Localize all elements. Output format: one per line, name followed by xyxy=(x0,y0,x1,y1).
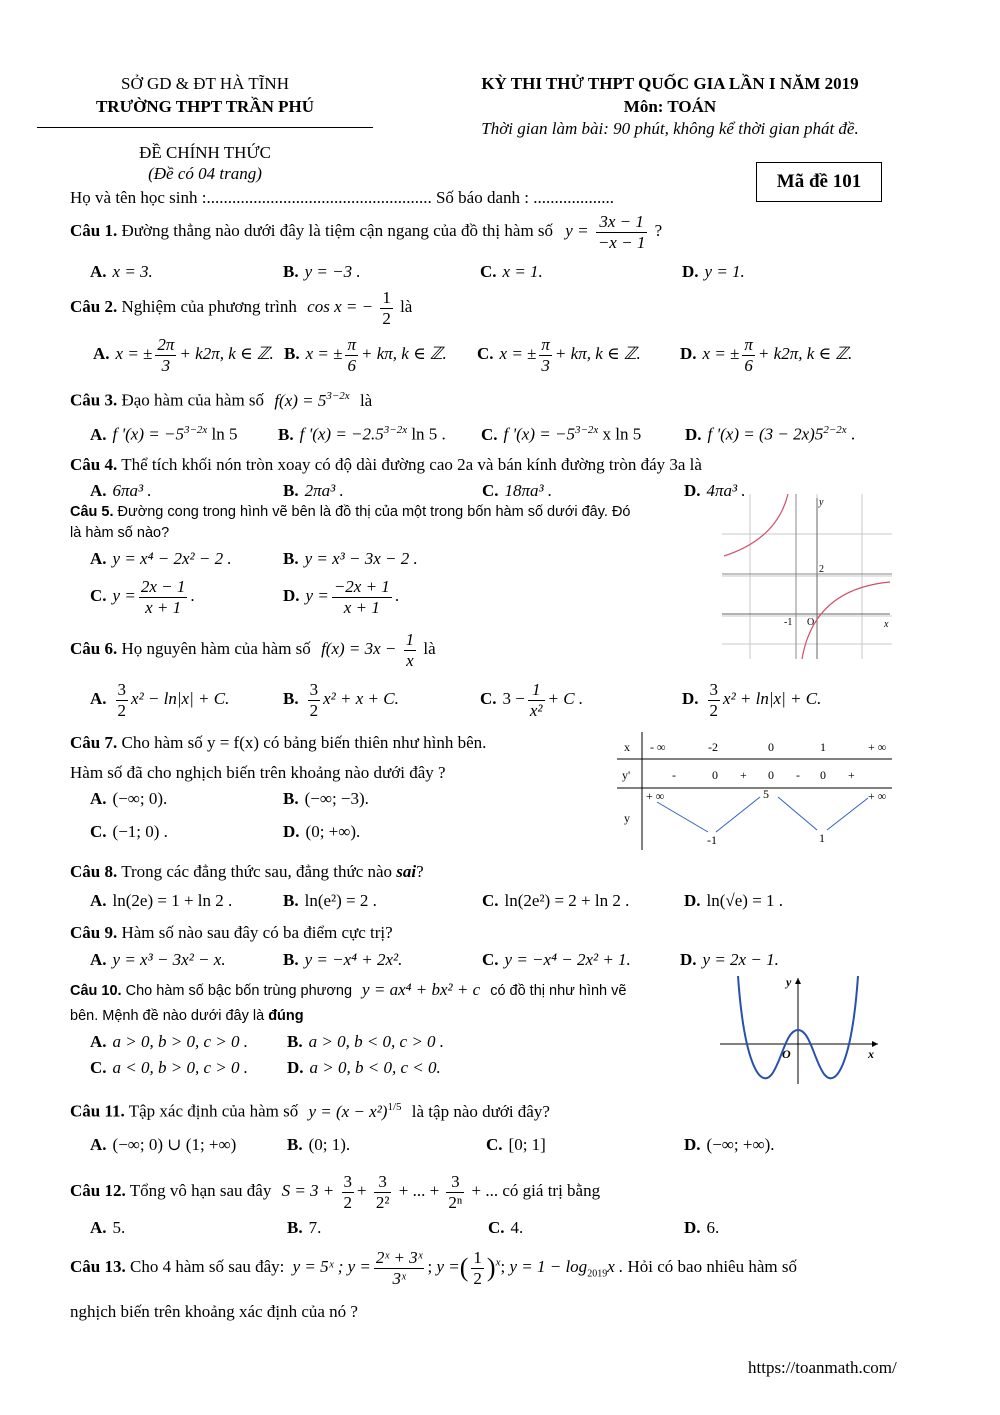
q1-option-c[interactable]: C. x = 1. xyxy=(480,262,543,281)
q1-fraction: $\frac{3x - 1}{-x - 1}$ xyxy=(597,212,646,252)
exam-time: Thời gian làm bài: 90 phút, không kể thời gian phát đề. xyxy=(481,119,859,138)
q7-y-3: 1 xyxy=(819,831,825,845)
q1-option-d[interactable]: D. y = 1. xyxy=(682,262,745,281)
q7-sign-1: 0 xyxy=(712,768,718,782)
question-4: Câu 4. Thể tích khối nón tròn xoay có độ dài đường cao 2a và bán kính đường tròn đáy 3a là xyxy=(70,455,702,474)
q7-x-3: 1 xyxy=(820,740,826,754)
question-5-line1: Câu 5. Đường cong trong hình vẽ bên là đồ thị của một trong bốn hàm số dưới đây. Đó xyxy=(70,504,631,520)
q7-sign-6: + xyxy=(848,768,855,782)
q7-y-0: + ∞ xyxy=(646,789,665,803)
q7-option-b[interactable]: B. (−∞; −3). xyxy=(283,789,369,808)
q10-origin: O xyxy=(782,1047,791,1061)
q3-option-c[interactable]: C. f '$(x) = -5^{3-2x}$ x ln 5 xyxy=(481,424,642,444)
q7-x-1: -2 xyxy=(708,740,718,754)
q7-sign-3: 0 xyxy=(768,768,774,782)
q9-option-d[interactable]: D. y = 2x − 1. xyxy=(680,950,779,969)
question-12: Câu 12. Tổng vô hạn sau đây S = 3 + $\frac{3}{2}$ + $\frac{3}{\text{2²}}$ + ... + $\frac{3}{\text{2ⁿ}}$ + ... có giá trị bằng xyxy=(70,1172,601,1212)
q7-x-2: 0 xyxy=(768,740,774,754)
q11-option-b[interactable]: B. (0; 1). xyxy=(287,1135,351,1154)
q5-y-label: y xyxy=(819,497,824,508)
q5-curve-left xyxy=(724,494,788,556)
q11-option-c[interactable]: C. [0; 1] xyxy=(486,1135,546,1154)
q4-option-b[interactable]: B. 2πa³ . xyxy=(283,481,344,500)
q7-x-4: + ∞ xyxy=(868,740,887,754)
q10-option-a[interactable]: A. a > 0, b > 0, c > 0 . xyxy=(90,1032,248,1051)
q12-option-a[interactable]: A. 5. xyxy=(90,1218,126,1237)
q10-option-d[interactable]: D. a > 0, b < 0, c < 0. xyxy=(287,1058,441,1077)
exam-code-box: Mã đề 101 xyxy=(756,162,882,202)
q7-y-2: 5 xyxy=(763,787,769,801)
q8-option-b[interactable]: B. ln(e²) = 2 . xyxy=(283,891,377,910)
q11-option-a[interactable]: A. (−∞; 0) ∪ (1; +∞) xyxy=(90,1135,237,1154)
question-10-line1: Câu 10. Cho hàm số bậc bốn trùng phương y = ax⁴ + bx² + c có đồ thị như hình vẽ xyxy=(70,980,627,999)
q12-option-d[interactable]: D. 6. xyxy=(684,1218,720,1237)
q7-option-d[interactable]: D. (0; +∞). xyxy=(283,822,361,841)
q5-tick-neg1: -1 xyxy=(784,617,793,628)
q10-x-label: x xyxy=(868,1047,874,1061)
q10-y-label: y xyxy=(786,975,792,989)
q1-option-a[interactable]: A. x = 3. xyxy=(90,262,153,281)
q6-option-d[interactable]: D. $\frac{3}{2}$ x² + ln|x| + C. xyxy=(682,680,822,720)
question-8: Câu 8. Trong các đẳng thức sau, đẳng thức nào sai? xyxy=(70,862,424,881)
q5-option-b[interactable]: B. y = x³ − 3x − 2 . xyxy=(283,549,418,568)
q1-option-b[interactable]: B. y = −3 . xyxy=(283,262,361,281)
q5-x-label: x xyxy=(884,619,889,630)
exam-subject: Môn: TOÁN xyxy=(623,97,717,116)
question-6: Câu 6. Họ nguyên hàm của hàm số f(x) = 3x − $\frac{1}{x}$ là xyxy=(70,630,436,670)
student-info-line: Họ và tên học sinh :..................................................... Số báo danh : ................... xyxy=(70,188,614,207)
q7-variation-table xyxy=(612,732,897,852)
q7-option-c[interactable]: C. (−1; 0) . xyxy=(90,822,168,841)
q3-option-b[interactable]: B. f '$(x) = -2.5^{3-2x}$ ln 5 . xyxy=(278,424,446,444)
q6-option-a[interactable]: A. $\frac{3}{2}$ x² − ln|x| + C. xyxy=(90,680,230,720)
q5-option-a[interactable]: A. y = x⁴ − 2x² − 2 . xyxy=(90,549,232,568)
q10-option-b[interactable]: B. a > 0, b < 0, c > 0 . xyxy=(287,1032,445,1051)
question-10-line2: bên. Mệnh đề nào dưới đây là đúng xyxy=(70,1008,304,1024)
q2-option-b[interactable]: B. x = ± $\frac{\pi}{6}$ + kπ, k ∈ ℤ. xyxy=(284,335,447,375)
q5-tick-2: 2 xyxy=(819,564,824,575)
header-divider xyxy=(37,127,373,128)
q4-option-c[interactable]: C. 18πa³ . xyxy=(482,481,553,500)
q5-graph xyxy=(722,494,902,664)
q7-sign-5: 0 xyxy=(820,768,826,782)
q2-option-c[interactable]: C. x = ± $\frac{\pi}{3}$ + kπ, k ∈ ℤ. xyxy=(477,335,641,375)
q8-option-c[interactable]: C. ln(2e²) = 2 + ln 2 . xyxy=(482,891,630,910)
q7-y-1: -1 xyxy=(707,833,717,847)
q5-origin: O xyxy=(807,617,815,628)
q12-option-c[interactable]: C. 4. xyxy=(488,1218,524,1237)
question-7-line1: Câu 7. Cho hàm số y = f(x) có bảng biến thiên như hình bên. xyxy=(70,733,487,752)
q3-option-d[interactable]: D. f '$(x) = (3 - 2x)5^{2-2x}$ . xyxy=(685,424,856,444)
footer-url[interactable]: https://toanmath.com/ xyxy=(748,1358,897,1377)
q2-option-a[interactable]: A. x = ± $\frac{2\pi}{3}$ + k2π, k ∈ ℤ. xyxy=(93,335,274,375)
q7-label-yprime: y' xyxy=(622,768,631,782)
q8-option-d[interactable]: D. ln(√e) = 1 . xyxy=(684,891,784,910)
header-school: TRƯỜNG THPT TRẦN PHÚ xyxy=(95,97,315,116)
q5-option-d[interactable]: D. y = $\frac{-2x + 1}{x + 1}$ . xyxy=(283,577,400,617)
q7-sign-4: - xyxy=(796,768,800,782)
official-label: ĐỀ CHÍNH THỨC xyxy=(139,143,271,162)
q9-option-a[interactable]: A. y = x³ − 3x² − x. xyxy=(90,950,226,969)
question-13-line1: Câu 13. Cho 4 hàm số sau đây: y = 5ˣ ; y = $\frac{\text{2ˣ + 3ˣ}}{\text{3ˣ}}$ ; y =( $\frac{1}{2}$ )$^x$; $y = 1 - \log_{2019}x$ . Hỏi có bao nhiêu hàm số xyxy=(70,1248,797,1288)
q6-option-c[interactable]: C. 3 − $\frac{1}{\text{x²}}$ + C . xyxy=(480,680,584,720)
q6-option-b[interactable]: B. $\frac{3}{2}$ x² + x + C. xyxy=(283,680,399,720)
question-5-line2: là hàm số nào? xyxy=(70,525,170,541)
q5-curve-right xyxy=(802,582,890,659)
q7-sign-2: + xyxy=(740,768,747,782)
question-1: Câu 1. Đường thẳng nào dưới đây là tiệm cận ngang của đồ thị hàm số y = $\frac{3x - 1}{-x - 1}$ ? xyxy=(70,212,663,252)
q4-option-a[interactable]: A. 6πa³ . xyxy=(90,481,152,500)
question-2: Câu 2. Nghiệm của phương trình cos x = − $\frac{1}{2}$ là xyxy=(70,288,413,328)
q9-option-c[interactable]: C. y = −x⁴ − 2x² + 1. xyxy=(482,950,631,969)
q10-option-c[interactable]: C. a < 0, b > 0, c > 0 . xyxy=(90,1058,248,1077)
question-3: Câu 3. Đạo hàm của hàm số $f(x) = 5^{3-2x}$ là xyxy=(70,390,373,410)
q12-option-b[interactable]: B. 7. xyxy=(287,1218,322,1237)
q7-y-4: + ∞ xyxy=(868,789,887,803)
q7-option-a[interactable]: A. (−∞; 0). xyxy=(90,789,168,808)
q8-option-a[interactable]: A. ln(2e) = 1 + ln 2 . xyxy=(90,891,233,910)
page-count: (Đề có 04 trang) xyxy=(148,164,262,183)
q9-option-b[interactable]: B. y = −x⁴ + 2x². xyxy=(283,950,403,969)
question-7-line2: Hàm số đã cho nghịch biến trên khoảng nào dưới đây ? xyxy=(70,763,446,782)
question-9: Câu 9. Hàm số nào sau đây có ba điểm cực trị? xyxy=(70,923,393,942)
q7-label-y: y xyxy=(624,811,630,825)
q7-x-0: - ∞ xyxy=(650,740,666,754)
q5-option-c[interactable]: C. y = $\frac{2x - 1}{x + 1}$ . xyxy=(90,577,195,617)
header-dept: SỞ GD & ĐT HÀ TĨNH xyxy=(121,74,289,93)
q2-option-d[interactable]: D. x = ± $\frac{\pi}{6}$ + k2π, k ∈ ℤ. xyxy=(680,335,853,375)
q7-sign-0: - xyxy=(672,768,676,782)
q3-option-a[interactable]: A. f '$(x) = -5^{3-2x}$ ln 5 xyxy=(90,424,238,444)
exam-title: KỲ THI THỬ THPT QUỐC GIA LẦN I NĂM 2019 xyxy=(481,74,859,93)
q10-graph xyxy=(718,972,883,1090)
q4-option-d[interactable]: D. 4πa³ . xyxy=(684,481,746,500)
q7-label-x: x xyxy=(624,740,630,754)
question-11: Câu 11. Tập xác định của hàm số $y = (x - x^2)^{1/5}$ là tập nào dưới đây? xyxy=(70,1101,550,1121)
question-13-line2: nghịch biến trên khoảng xác định của nó ? xyxy=(70,1302,358,1321)
q11-option-d[interactable]: D. (−∞; +∞). xyxy=(684,1135,775,1154)
